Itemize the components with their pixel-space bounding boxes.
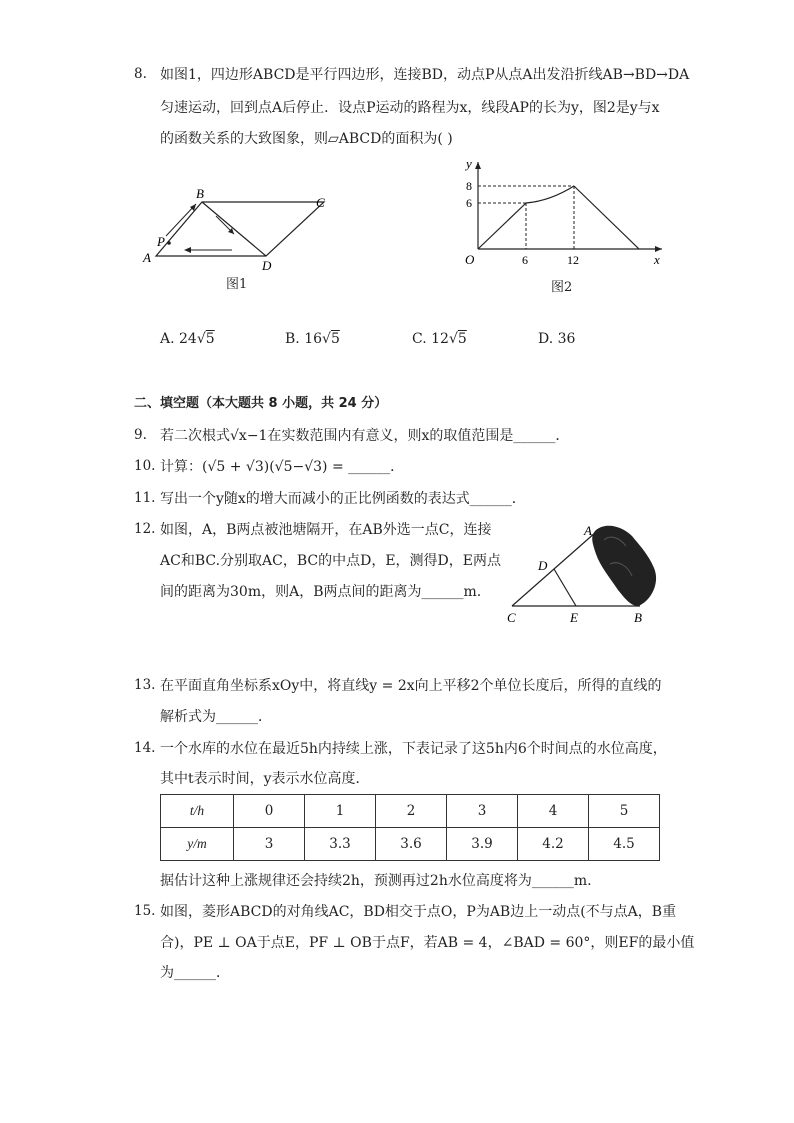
section-2-title: 二、填空题（本大题共 8 小题，共 24 分） (134, 396, 388, 411)
q12-label-a: A (584, 523, 592, 538)
choice-c-rad: 5 (457, 331, 467, 347)
q12-line-3: 间的距离为30m，则A，B两点间的距离为______m. (160, 584, 482, 600)
table-cell: 4.5 (589, 828, 660, 861)
q15-line-1: 如图，菱形ABCD的对角线AC，BD相交于点O，P为AB边上一动点(不与点A，B重 (160, 904, 677, 920)
q11-text: 写出一个y随x的增大而减小的正比例函数的表达式______． (160, 491, 526, 507)
q12-label-c: C (507, 610, 516, 625)
q12-line-1: 如图，A，B两点被池塘隔开，在AB外选一点C，连接 (160, 522, 492, 538)
q8-line-3: 的函数关系的大致图象，则▱ABCD的面积为( ) (160, 131, 453, 147)
q13-line-1: 在平面直角坐标系xOy中，将直线y = 2x向上平移2个单位长度后，所得的直线的 (160, 678, 662, 694)
table-cell: 0 (234, 795, 305, 828)
table-cell: 3.3 (305, 828, 376, 861)
radical-icon: √ (196, 331, 206, 347)
figure-1-caption: 图1 (226, 277, 248, 292)
fig2-origin: O (465, 252, 475, 267)
choice-b-rad: 5 (330, 331, 340, 347)
choice-a-label: A. (160, 331, 175, 347)
q9-text: 若二次根式√x−1在实数范围内有意义，则x的取值范围是______． (160, 428, 570, 444)
table-cell: 3 (234, 828, 305, 861)
q13-line-2: 解析式为______． (160, 709, 272, 725)
q12-label-e: E (570, 610, 578, 625)
table-cell: 5 (589, 795, 660, 828)
fig1-label-d: D (262, 258, 272, 273)
choice-d-coef: 36 (557, 331, 576, 347)
table-row (161, 828, 660, 861)
fig2-tick-x-12: 12 (567, 253, 579, 267)
table-cell: 3 (447, 795, 518, 828)
q14-after: 据估计这种上涨规律还会持续2h，预测再过2h水位高度将为______m. (160, 873, 592, 889)
q8-number: 8. (134, 66, 147, 82)
q15-number: 15. (134, 903, 156, 919)
choice-c[interactable] (412, 331, 467, 347)
q15-line-2: 合)，PE ⊥ OA于点E，PF ⊥ OB于点F，若AB = 4，∠BAD = 60°，则EF的最小值 (160, 935, 695, 951)
q9-number: 9. (134, 427, 147, 443)
q14-water-table (160, 794, 660, 861)
q11-number: 11. (134, 490, 156, 506)
choice-b-coef: 16 (304, 331, 323, 347)
fig2-tick-y-8: 8 (466, 179, 472, 193)
q12-label-d: D (538, 558, 548, 573)
choice-a[interactable] (160, 331, 215, 347)
q12-line-2: AC和BC.分别取AC，BC的中点D，E，测得D，E两点 (160, 553, 502, 569)
q12-pond-figure (500, 520, 670, 630)
fig2-tick-x-6: 6 (522, 253, 528, 267)
q14-line-1: 一个水库的水位在最近5h内持续上涨，下表记录了这5h内6个时间点的水位高度， (160, 741, 667, 757)
table-cell: 2 (376, 795, 447, 828)
q14-line-2: 其中t表示时间，y表示水位高度． (160, 771, 370, 787)
fig2-tick-y-6: 6 (466, 196, 472, 210)
q8-line-1: 如图1，四边形ABCD是平行四边形，连接BD，动点P从点A出发沿折线AB→BD→DA (160, 67, 690, 83)
choice-c-label: C. (412, 331, 427, 347)
choice-b[interactable] (285, 331, 340, 347)
figure-2-graph (450, 150, 670, 270)
table-cell: 3.6 (376, 828, 447, 861)
radical-icon: √ (322, 331, 331, 347)
q10-text: 计算：(√5 + √3)(√5−√3) = ______． (160, 459, 405, 475)
figure-2-caption: 图2 (551, 280, 573, 295)
q12-label-b: B (634, 610, 642, 625)
choice-a-coef: 24 (179, 331, 197, 347)
radical-icon: √ (448, 331, 458, 347)
table-head-y: y/m (161, 828, 234, 861)
fig1-label-p: P (157, 234, 165, 249)
choice-d[interactable] (538, 331, 575, 347)
q15-line-3: 为______． (160, 965, 230, 981)
q8-line-2: 匀速运动，回到点A后停止．设点P运动的路程为x，线段AP的长为y，图2是y与x (160, 100, 660, 116)
choice-b-label: B. (285, 331, 300, 347)
fig1-label-b: B (196, 186, 204, 201)
fig2-axis-y: y (466, 156, 472, 171)
choice-c-coef: 12 (431, 331, 449, 347)
table-cell: 4.2 (518, 828, 589, 861)
choice-d-label: D. (538, 331, 554, 347)
q12-number: 12. (134, 521, 156, 537)
table-cell: 3.9 (447, 828, 518, 861)
table-head-t: t/h (161, 795, 234, 828)
fig2-axis-x: x (654, 252, 660, 267)
choice-a-rad: 5 (205, 331, 215, 347)
table-cell: 1 (305, 795, 376, 828)
fig1-label-a: A (143, 250, 151, 265)
q10-number: 10. (134, 458, 156, 474)
fig1-label-c: C (316, 195, 325, 210)
table-cell: 4 (518, 795, 589, 828)
table-row (161, 795, 660, 828)
q13-number: 13. (134, 677, 156, 693)
q14-number: 14. (134, 740, 156, 756)
